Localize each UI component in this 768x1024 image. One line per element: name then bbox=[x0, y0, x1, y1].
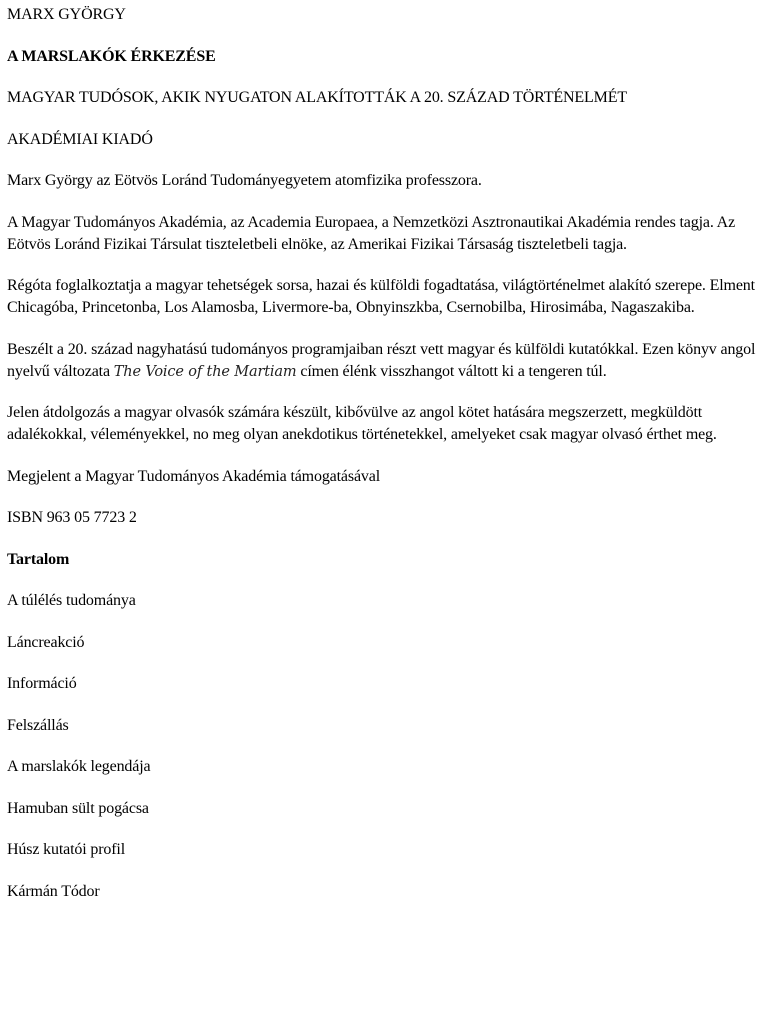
bio-paragraph-1: Marx György az Eötvös Loránd Tudományegyetem atomfizika professzora. bbox=[7, 172, 482, 189]
english-edition-text-after: címen élénk visszhangot váltott ki a tengeren túl. bbox=[296, 362, 607, 380]
toc-item[interactable]: Információ bbox=[7, 675, 77, 692]
revision-note: Jelen átdolgozás a magyar olvasók számára készült, kibővülve az angol kötet hatására megszerzett, megküldött adalékokkal, véleményekkel, no meg olyan anekdotikus történetekkel, amelyeket csak magyar olvasó érthet meg. bbox=[7, 404, 717, 443]
toc-heading: Tartalom bbox=[7, 550, 70, 568]
toc-item[interactable]: Felszállás bbox=[7, 716, 69, 734]
english-edition-text-before: Beszélt a 20. század nagyhatású tudományos programjaiban részt vett magyar és külföldi kutatókkal. Ezen könyv angol nyelvű változata bbox=[7, 340, 756, 380]
publisher-name: AKADÉMIAI KIADÓ bbox=[7, 130, 153, 148]
toc-item[interactable]: A túlélés tudománya bbox=[7, 592, 136, 609]
toc-item[interactable]: Hamuban sült pogácsa bbox=[7, 799, 149, 817]
support-note: Megjelent a Magyar Tudományos Akadémia támogatásával bbox=[7, 467, 381, 485]
toc-item[interactable]: Húsz kutatói profil bbox=[7, 841, 126, 858]
document-body bbox=[7, 4, 765, 922]
toc-item[interactable]: A marslakók legendája bbox=[7, 758, 151, 775]
book-subtitle: MAGYAR TUDÓSOK, AKIK NYUGATON ALAKÍTOTTÁK A 20. SZÁZAD TÖRTÉNELMÉT bbox=[7, 89, 627, 106]
bio-paragraph-2: A Magyar Tudományos Akadémia, az Academia Europaea, a Nemzetközi Asztronautikai Akadémia rendes tagja. Az Eötvös Loránd Fizikai Társulat tiszteletbeli elnöke, az Amerikai Fizikai Társaság tiszteletbeli tagja. bbox=[7, 213, 736, 253]
author-name: MARX GYÖRGY bbox=[7, 6, 126, 23]
english-edition-book-title: The Voice of the Martiam bbox=[113, 363, 297, 380]
book-title: A MARSLAKÓK ÉRKEZÉSE bbox=[7, 47, 216, 65]
bio-paragraph-3: Régóta foglalkoztatja a magyar tehetségek sorsa, hazai és külföldi fogadtatása, világtörténelmet alakító szerepe. Elment Chicagóba, Princetonba, Los Alamosba, Livermore-ba, Obnyinszkba, Csernobilba, Hirosimába, Nagaszakiba. bbox=[7, 277, 755, 316]
isbn: ISBN 963 05 7723 2 bbox=[7, 509, 137, 526]
toc-item[interactable]: Láncreakció bbox=[7, 633, 85, 651]
english-edition-paragraph bbox=[7, 339, 765, 383]
toc-item[interactable]: Kármán Tódor bbox=[7, 882, 100, 900]
